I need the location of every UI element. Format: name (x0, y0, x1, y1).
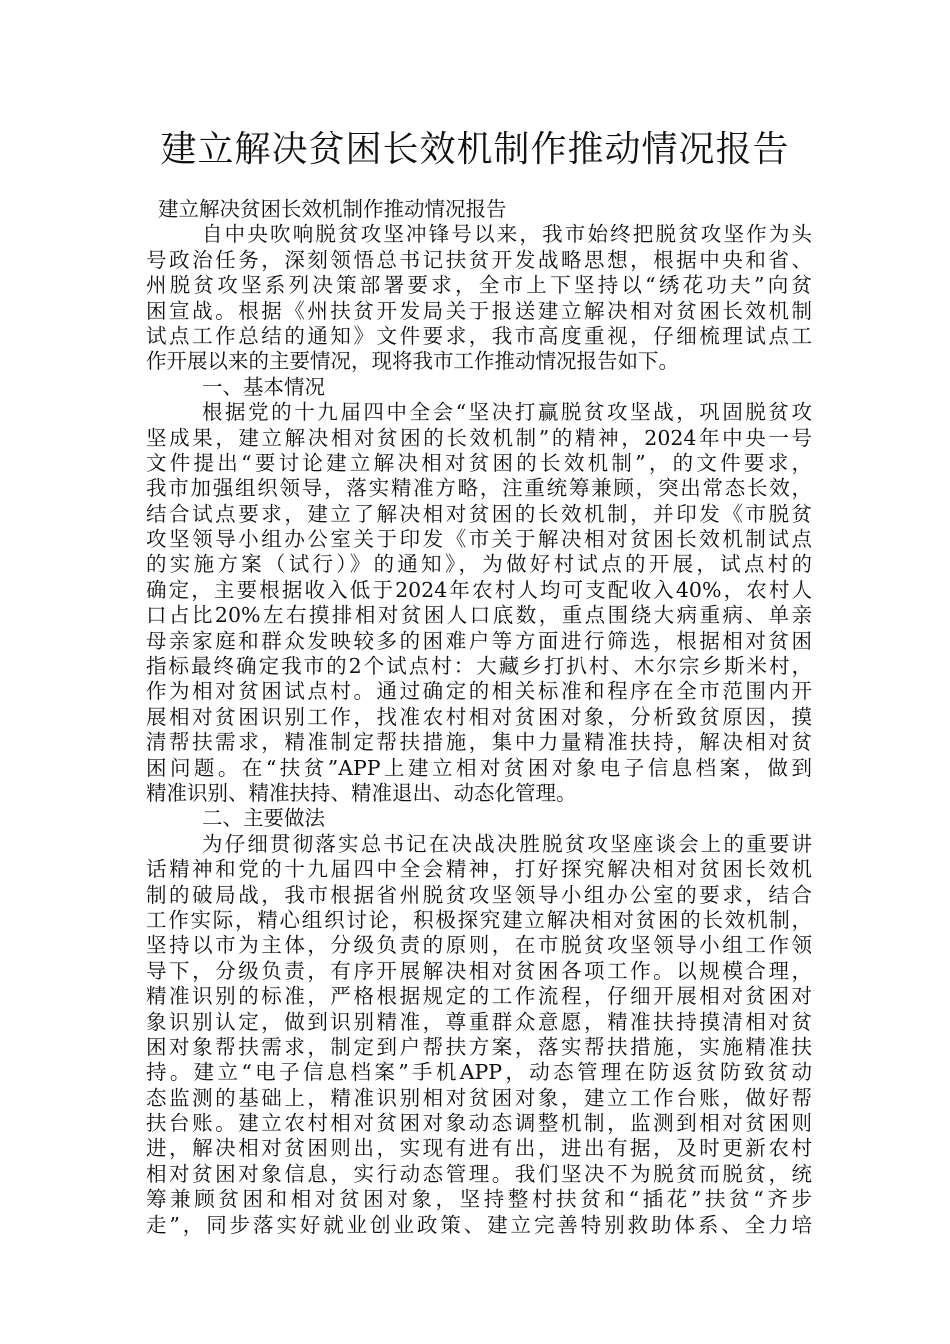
paragraph-line: 工作实际，精心组织讨论，积极探究建立解决相对贫困的长效机制， (146, 907, 812, 932)
paragraph-line: 自中央吹响脱贫攻坚冲锋号以来，我市始终把脱贫攻坚作为头 (202, 222, 812, 247)
paragraph-line: 进，解决相对贫困则出，实现有进有出，进出有据，及时更新农村 (146, 1136, 812, 1161)
paragraph-line: 筹兼顾贫困和相对贫困对象，坚持整村扶贫和“插花”扶贫“齐步 (146, 1187, 812, 1212)
document-title: 建立解决贫困长效机制作推动情况报告 (160, 129, 790, 170)
paragraph-main-practices (146, 832, 812, 1238)
paragraph-line: 的实施方案（试行）》的通知》，为做好村试点的开展，试点村的 (146, 552, 812, 577)
paragraph-line: 口占比20%左右摸排相对贫困人口底数，重点围绕大病重病、单亲 (146, 603, 812, 628)
paragraph-line: 母亲家庭和群众发映较多的困难户等方面进行筛选，根据相对贫困 (146, 628, 812, 653)
paragraph-line: 攻坚领导小组办公室关于印发《市关于解决相对贫困长效机制试点 (146, 527, 812, 552)
paragraph-line: 精准识别、精准扶持、精准退出、动态化管理。 (146, 780, 577, 805)
paragraph-line: 相对贫困对象信息，实行动态管理。我们坚决不为脱贫而脱贫，统 (146, 1161, 812, 1186)
paragraph-line: 为仔细贯彻落实总书记在决战决胜脱贫攻坚座谈会上的重要讲 (202, 831, 812, 856)
paragraph-line: 坚成果，建立解决相对贫困的长效机制”的精神，2024年中央一号 (146, 425, 812, 450)
paragraph-line: 话精神和党的十九届四中全会精神，打好探究解决相对贫困长效机 (146, 857, 812, 882)
paragraph-line: 走”，同步落实好就业创业政策、建立完善特别救助体系、全力培 (146, 1212, 812, 1237)
paragraph-line: 导下，分级负责，有序开展解决相对贫困各项工作。以规模合理， (146, 958, 812, 983)
paragraph-line: 州脱贫攻坚系列决策部署要求，全市上下坚持以“绣花功夫”向贫 (146, 273, 812, 298)
section-heading-practices: 二、主要做法 (202, 806, 325, 831)
paragraph-line: 精准识别的标准，严格根据规定的工作流程，仔细开展相对贫困对 (146, 984, 812, 1009)
paragraph-line: 扶台账。建立农村相对贫困对象动态调整机制，监测到相对贫困则 (146, 1111, 812, 1136)
document-subtitle: 建立解决贫困长效机制作推动情况报告 (158, 197, 507, 221)
paragraph-line: 态监测的基础上，精准识别相对贫困对象，建立工作台账，做好帮 (146, 1085, 812, 1110)
paragraph-line: 持。建立“电子信息档案”手机APP，动态管理在防返贫防致贫动 (146, 1060, 812, 1085)
paragraph-line: 确定，主要根据收入低于2024年农村人均可支配收入40%，农村人 (146, 577, 812, 602)
section-heading-basic: 一、基本情况 (202, 374, 325, 399)
paragraph-line: 根据党的十九届四中全会“坚决打赢脱贫攻坚战，巩固脱贫攻 (202, 400, 812, 425)
paragraph-line: 指标最终确定我市的2个试点村：大藏乡打扒村、木尔宗乡斯米村， (146, 654, 812, 679)
paragraph-line: 展相对贫困识别工作，找准农村相对贫困对象，分析致贫原因，摸 (146, 704, 812, 729)
paragraph-line: 困对象帮扶需求，制定到户帮扶方案，落实帮扶措施，实施精准扶 (146, 1034, 812, 1059)
document-body (146, 197, 812, 1238)
paragraph-line: 我市加强组织领导，落实精准方略，注重统筹兼顾，突出常态长效， (146, 476, 812, 501)
paragraph-line: 清帮扶需求，精准制定帮扶措施，集中力量精准扶持，解决相对贫 (146, 730, 812, 755)
paragraph-line: 象识别认定，做到识别精准，尊重群众意愿，精准扶持摸清相对贫 (146, 1009, 812, 1034)
paragraph-line: 作为相对贫困试点村。通过确定的相关标准和程序在全市范围内开 (146, 679, 812, 704)
paragraph-intro (146, 222, 812, 374)
paragraph-line: 号政治任务，深刻领悟总书记扶贫开发战略思想，根据中央和省、 (146, 247, 812, 272)
paragraph-line: 作开展以来的主要情况，现将我市工作推动情况报告如下。 (146, 349, 679, 374)
paragraph-line: 结合试点要求，建立了解决相对贫困的长效机制，并印发《市脱贫 (146, 501, 812, 526)
paragraph-line: 试点工作总结的通知》文件要求，我市高度重视，仔细梳理试点工 (146, 323, 812, 348)
paragraph-line: 困宣战。根据《州扶贫开发局关于报送建立解决相对贫困长效机制 (146, 298, 812, 323)
paragraph-line: 文件提出“要讨论建立解决相对贫困的长效机制”，的文件要求， (146, 450, 812, 475)
paragraph-line: 坚持以市为主体，分级负责的原则，在市脱贫攻坚领导小组工作领 (146, 933, 812, 958)
paragraph-line: 困问题。在“扶贫”APP上建立相对贫困对象电子信息档案，做到 (146, 755, 812, 780)
paragraph-line: 制的破局战，我市根据省州脱贫攻坚领导小组办公室的要求，结合 (146, 882, 812, 907)
paragraph-basic-situation (146, 400, 812, 806)
